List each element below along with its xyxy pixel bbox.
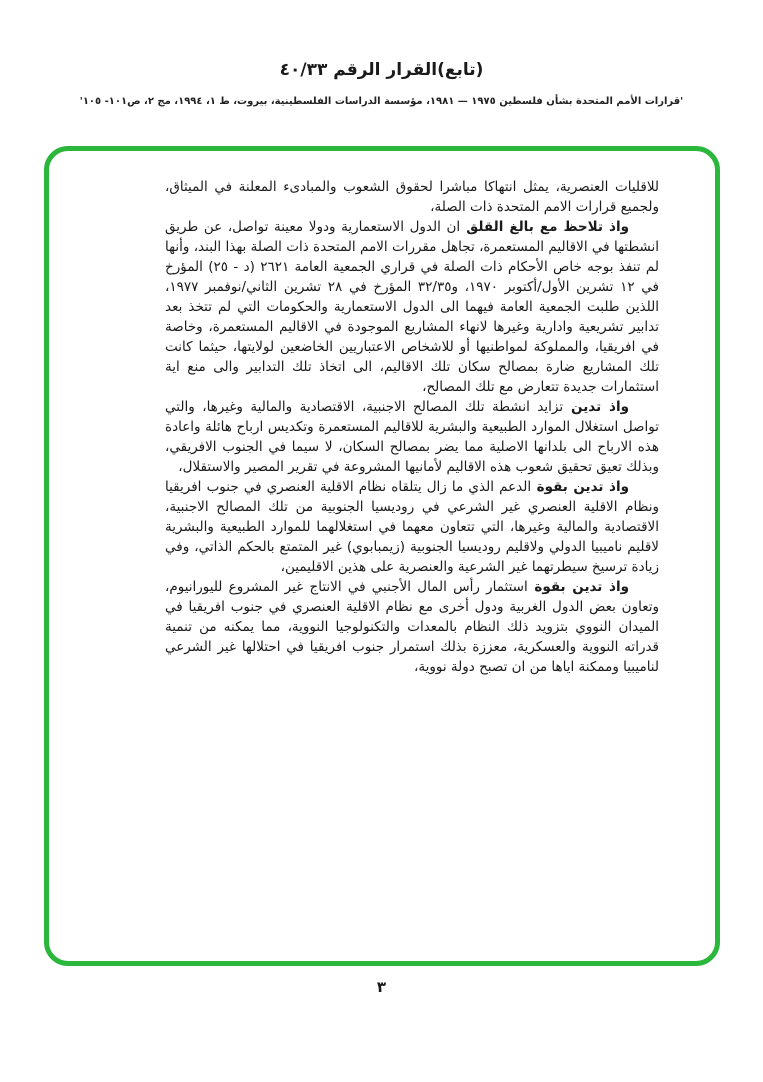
paragraph: واذ تلاحظ مع بالغ القلق ان الدول الاستعمارية ودولا معينة تواصل، عن طريق انشطتها في الاقاليم المستعمرة، تجاهل مقررات الامم المتحدة ذات الصلة بهذا البند، وأنها لم تنفذ بوجه خاص الأحكام ذات الصلة في قراري الجمعية العامة ٢٦٢١ (د - ٢٥) المؤرخ في ١٢ تشرين الأول/أكتوبر ١٩٧٠، و٣٢/٣٥ المؤرخ في ٢٨ تشرين الثاني/نوفمبر ١٩٧٧، اللذين طلبت الجمعية العامة فيهما الى الدول الاستعمارية والحكومات التي لم تتخذ بعد تدابير تشريعية وادارية وغيرها لانهاء المشاريع الموجودة في الاقاليم المستعمرة، وخاصة في افريقيا، والمملوكة لمواطنيها أو للاشخاص الاعتباريين الخاضعين لولايتها، حيثما كانت تلك المشاريع ضارة بمصالح سكان تلك الاقاليم، الى اتخاذ تلك التدابير والى منع اية استثمارات جديدة تتعارض مع تلك المصالح، <box>165 219 660 395</box>
paragraph-lead: واذ تلاحظ مع بالغ القلق <box>460 219 629 235</box>
paragraph: واذ تدين تزايد انشطة تلك المصالح الاجنبية، الاقتصادية والمالية وغيرها، والتي تواصل استغلال الموارد الطبيعية والبشرية للاقاليم المستعمرة وتكديس ارباح هائلة واعادة هذه الارباح الى بلدانها الاصلية مما يضر بمصالح السكان، لا سيما في الجنوب الافريقي، وبذلك تعيق تحقيق شعوب هذه الاقاليم لأمانيها المشروعة في تقرير المصير والاستقلال، <box>165 399 659 475</box>
paragraph: للاقليات العنصرية، يمثل انتهاكا مباشرا لحقوق الشعوب والمبادىء المعلنة في الميثاق، ولجميع قرارات الامم المتحدة ذات الصلة، <box>165 179 659 215</box>
page-header <box>0 0 763 107</box>
document-title: (تابع)القرار الرقم ٤٠/٣٣ <box>279 60 484 80</box>
paragraph-lead: واذ تدين <box>563 399 629 415</box>
paragraph: واذ تدين بقوة استثمار رأس المال الأجنبي في الانتاج غير المشروع لليورانيوم، وتعاون بعض الدول الغربية ودول أخرى مع نظام الاقلية العنصري في جنوب افريقيا في الميدان النووي بتزويد ذلك النظام بالمعدات والتكنولوجيا النووية، مما يمكنه من تنمية قدراته النووية والعسكرية، معززة بذلك استمرار جنوب افريقيا في احتلالها غير الشرعي لناميبيا وممكنة اياها من ان تصبح دولة نووية، <box>165 579 659 675</box>
green-border-box <box>44 146 720 966</box>
document-source-line: 'قرارات الأمم المتحدة بشأن فلسطين ١٩٧٥ — ١٩٨١، مؤسسة الدراسات الفلسطينية، بيروت، ط ١، ١٩٩٤، مج ٢، ص١٠١- ١٠٥' <box>79 96 684 107</box>
paragraph-lead: واذ تدين بقوة <box>527 579 629 595</box>
paragraph-lead: واذ تدين بقوة <box>531 479 629 495</box>
paragraph: واذ تدين بقوة الدعم الذي ما زال يتلقاه نظام الاقلية العنصري في جنوب افريقيا ونظام الاقلية العنصري غير الشرعي في روديسيا الجنوبية من تلك المصالح الاجنبية، الاقتصادية والمالية وغيرها، التي تتعاون معهما في استغلالهما للموارد الطبيعية والبشرية لاقليم ناميبيا الدولي ولاقليم روديسيا الجنوبية (زيمبابوي) غير المتمتع بالحكم الذاتي، وفي زيادة ترسيخ سيطرتهما غير الشرعية والعنصرية على هذين الاقليمين، <box>165 479 659 575</box>
paragraphs <box>165 177 659 935</box>
page-number: ٣ <box>376 978 387 996</box>
